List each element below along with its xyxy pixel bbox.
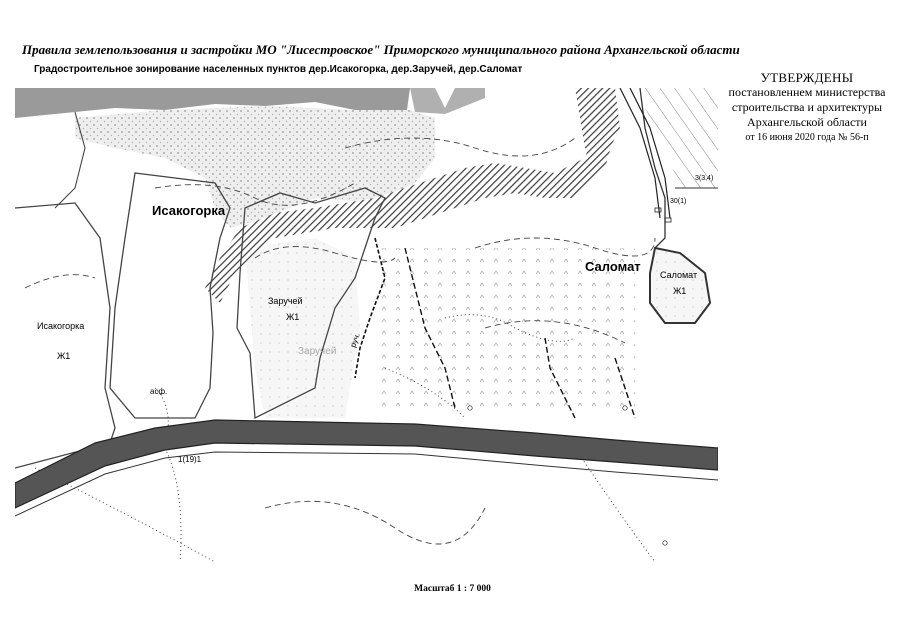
document-subtitle: Градостроительное зонирование населенных пунктов дер.Исакогорка, дер.Заручей, дер.Саломат	[34, 64, 523, 75]
label-river: руч.	[348, 331, 362, 349]
label-zone-left: Ж1	[57, 351, 71, 361]
label-zaruchey: Заручей	[268, 296, 303, 306]
approval-stamp	[718, 70, 896, 145]
label-road-code: 1(19)1	[178, 455, 202, 464]
label-isakogorka-bold: Исакогорка	[152, 203, 226, 218]
label-salomat-small: Саломат	[660, 270, 698, 280]
forest-zone-zaruchey	[245, 238, 360, 418]
label-code-right: 3(3,4)	[695, 175, 714, 182]
label-zone-mid: Ж1	[286, 312, 300, 322]
map-scale: Масштаб 1 : 7 000	[414, 584, 491, 594]
document-title: Правила землепользования и застройки МО "Лисестровское" Приморского муниципального района Архангельской области	[22, 42, 740, 57]
label-zone-right: Ж1	[673, 286, 687, 296]
label-salomat-bold: Саломат	[585, 259, 641, 274]
approval-line-3: Архангельской области	[747, 115, 867, 129]
zoning-map[interactable]	[15, 88, 718, 562]
approval-date: от 16 июня 2020 года № 56-п	[745, 132, 869, 143]
approval-heading: УТВЕРЖДЕНЫ	[760, 70, 854, 85]
approval-line-1: постановленнем министерства	[728, 85, 886, 99]
label-asf: асф.	[150, 387, 168, 396]
label-isakogorka-small: Исакогорка	[37, 321, 85, 331]
approval-line-2: строительства и архитектуры	[731, 100, 883, 114]
label-code-small: 30(1)	[670, 198, 687, 205]
zoning-map-svg	[15, 88, 718, 562]
label-zaruchey-faint: Заручей	[298, 346, 337, 357]
